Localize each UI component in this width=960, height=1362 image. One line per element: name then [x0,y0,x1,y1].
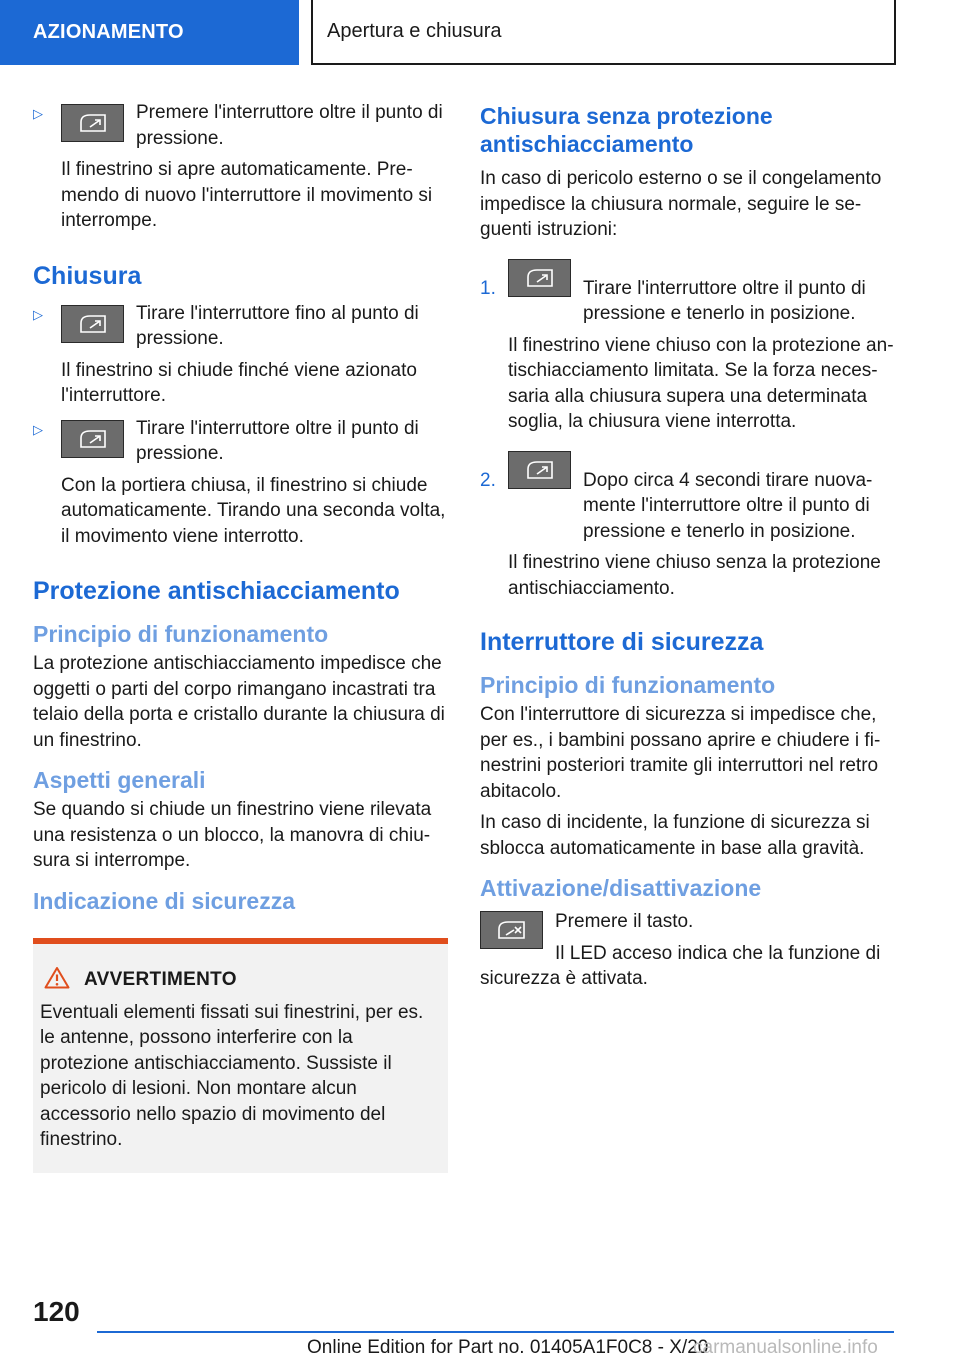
warning-box [33,938,448,1173]
bullet-text: Tirare l'interruttore oltre il punto di pressione. [136,417,419,464]
heading-interruttore-sicurezza: Interruttore di sicurezza [480,628,764,656]
aspetti-text: Se quando si chiude un finestrino viene rilevata una resistenza o un blocco, la manovra di chiusura si interrompe. [33,799,432,871]
watermark: carmanualsonline.info [693,1337,878,1358]
edition-text: Online Edition for Part no. 01405A1F0C8 - X/20 [307,1337,709,1358]
window-switch-icon [61,104,124,142]
chiusura-bullet-1 [33,301,448,409]
heading-chiusura: Chiusura [33,261,142,290]
bullet-follow-text: Il finestrino si chiude finché viene azionato l'interruttore. [61,359,417,406]
right-column [480,100,896,992]
principio-p1: Con l'interruttore di sicurezza si impedisce che, per es., i bambini possano aprire e chiudere i finestrini posteriori tramite gli interruttori nel retro abitacolo. [480,704,881,802]
heading-principio-right: Principio di funzionamento [480,672,776,698]
warning-text: Eventuali elementi fissati sui finestrini, per es. le antenne, possono interferire con la protezione antischiacciamento. Sussiste il pericolo di lesioni. Non montare alcun accessorio nello spazio di movimento del finestrino. [40,1001,424,1150]
page-title [311,0,896,65]
heading-protezione: Protezione antischiacciamento [33,577,400,605]
step-text: Tirare l'interruttore oltre il punto di pressione e tenerlo in posizione. [583,277,866,324]
attivazione-line-2: Il LED acceso indica che la funzione di sicurezza è attivata. [480,942,881,989]
step-text-first-line [583,451,896,545]
heading-principio: Principio di funzionamento [33,621,329,647]
window-switch-icon [508,451,571,489]
window-switch-icon [61,420,124,458]
step-number: 1. [480,277,496,299]
principio-text: La protezione antischiacciamento impedisce che oggetti o parti del corpo rimangano incastrati tra telaio della porta e cristallo durante la chiusura di un finestrino. [33,653,445,751]
senza-intro: In caso di pericolo esterno o se il congelamento impedisce la chiusura normale, seguire le seguenti istruzioni: [480,168,882,240]
left-column [33,100,448,1173]
child-lock-switch-icon [480,911,543,949]
step-follow-text: Il finestrino viene chiuso senza la protezione antischiacciamento. [508,552,881,599]
chiusura-bullet-2 [33,416,448,550]
step-number: 2. [480,469,496,491]
step-text: Dopo circa 4 secondi tirare nuovamente l'interruttore oltre il punto di pressione e tenerlo in posizione. [583,469,873,542]
heading-indicazione: Indicazione di sicurezza [33,887,296,914]
attivazione-line-1: Premere il tasto. [555,911,694,932]
attivazione-block [480,909,896,992]
bullet-follow-text: Con la portiera chiusa, il finestrino si chiude automaticamente. Tirando una seconda volta, il movimento viene interrotto. [61,474,446,547]
triangle-bullet-icon: ▷ [33,306,43,322]
heading-attivazione: Attivazione/disattivazione [480,875,762,901]
step-text-first-line [583,259,896,327]
bullet-follow-text: Il finestrino si apre automaticamente. Premendo di nuovo l'interruttore il movimento si interrompe. [61,159,433,231]
warning-label: AVVERTIMENTO [84,968,237,990]
step-1 [480,259,896,435]
bullet-text: Tirare l'interruttore fino al punto di pressione. [136,302,419,349]
triangle-bullet-icon: ▷ [33,421,43,437]
footer-divider [97,1331,894,1333]
principio-p2: In caso di incidente, la funzione di sicurezza si sblocca automaticamente in base alla gravità. [480,812,870,859]
section-label: AZIONAMENTO [33,21,184,43]
intro-bullet [33,100,448,234]
bullet-text: Premere l'interruttore oltre il punto di pressione. [136,102,443,149]
page-title-text: Apertura e chiusura [327,20,502,42]
warning-triangle-icon [44,966,70,994]
section-tab [0,0,299,65]
triangle-bullet-icon: ▷ [33,106,43,121]
window-switch-icon [61,305,124,343]
step-follow-text: Il finestrino viene chiuso con la protezione antischiacciamento limitata. Se la forza necessaria alla chiusura supera una determinata soglia, la chiusura viene interrotta. [508,334,894,432]
window-switch-icon [508,259,571,297]
heading-aspetti: Aspetti generali [33,767,206,793]
step-2 [480,451,896,602]
heading-chiusura-senza: Chiusura senza protezione antischiacciamento [480,103,773,157]
page-number: 120 [33,1296,80,1327]
